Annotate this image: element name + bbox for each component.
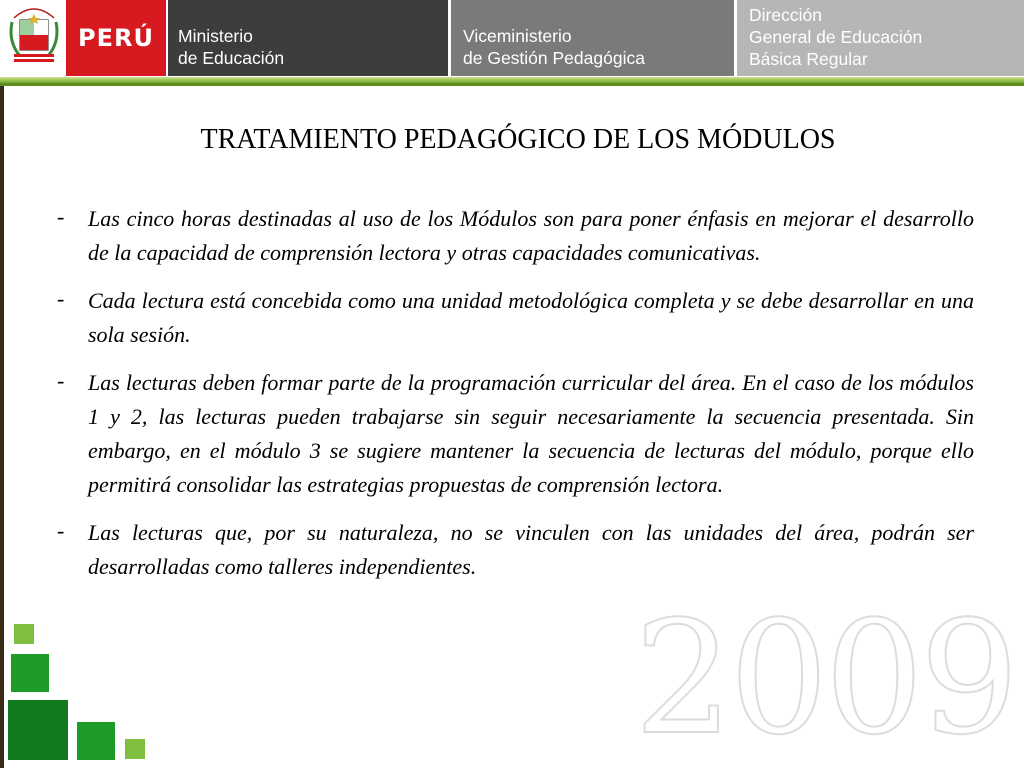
list-item-text: Cada lectura está concebida como una unidad metodológica completa y se debe desarrollar en una sola sesión. — [88, 288, 974, 347]
national-crest-logo — [4, 2, 64, 76]
bullet-list — [40, 202, 974, 598]
vice-ministry-line-1: Viceministerio — [463, 26, 572, 46]
peru-logo-box — [66, 0, 166, 76]
direction-line-1: Dirección — [749, 5, 822, 25]
deco-square — [11, 654, 49, 692]
header-green-underline — [0, 83, 1024, 86]
deco-square — [125, 739, 145, 759]
header-banner — [0, 0, 1024, 78]
direction-line-3: Básica Regular — [749, 49, 868, 69]
ministry-box — [168, 0, 448, 76]
direction-line-2: General de Educación — [749, 27, 923, 47]
list-item-text: Las cinco horas destinadas al uso de los Módulos son para poner énfasis en mejorar el desarrollo de la capacidad de comprensión lectora y otras capacidades comunicativas. — [88, 206, 974, 265]
list-item-text: Las lecturas deben formar parte de la programación curricular del área. En el caso de los módulos 1 y 2, las lecturas pueden trabajarse sin seguir necesariamente la secuencia presentada. Sin embargo, en el módulo 3 se sugiere mantener la secuencia de lecturas del módulo, porque ello permitirá consolidar las estrategias propuestas de comprensión lectora. — [88, 370, 974, 497]
bullet-dash: - — [57, 518, 65, 543]
bullet-dash: - — [57, 286, 65, 311]
year-watermark: 2009 — [633, 587, 1015, 769]
deco-square — [8, 700, 68, 760]
vice-ministry-box — [451, 0, 734, 76]
direction-box — [737, 0, 1024, 76]
deco-square — [14, 624, 34, 644]
ministry-line-1: Ministerio — [178, 26, 253, 46]
list-item-text: Las lecturas que, por su naturaleza, no se vinculen con las unidades del área, podrán ser desarrolladas como talleres independientes. — [88, 520, 974, 579]
list-item — [40, 284, 974, 352]
left-border-rule — [0, 86, 4, 768]
list-item — [40, 202, 974, 270]
country-name: PERÚ — [78, 24, 154, 52]
bullet-dash: - — [57, 368, 65, 393]
ministry-line-2: de Educación — [178, 48, 285, 68]
vice-ministry-line-2: de Gestión Pedagógica — [463, 48, 645, 68]
deco-square — [77, 722, 115, 760]
slide-title: TRATAMIENTO PEDAGÓGICO DE LOS MÓDULOS — [200, 124, 836, 155]
bullet-dash: - — [57, 204, 65, 229]
list-item — [40, 366, 974, 502]
list-item — [40, 516, 974, 584]
